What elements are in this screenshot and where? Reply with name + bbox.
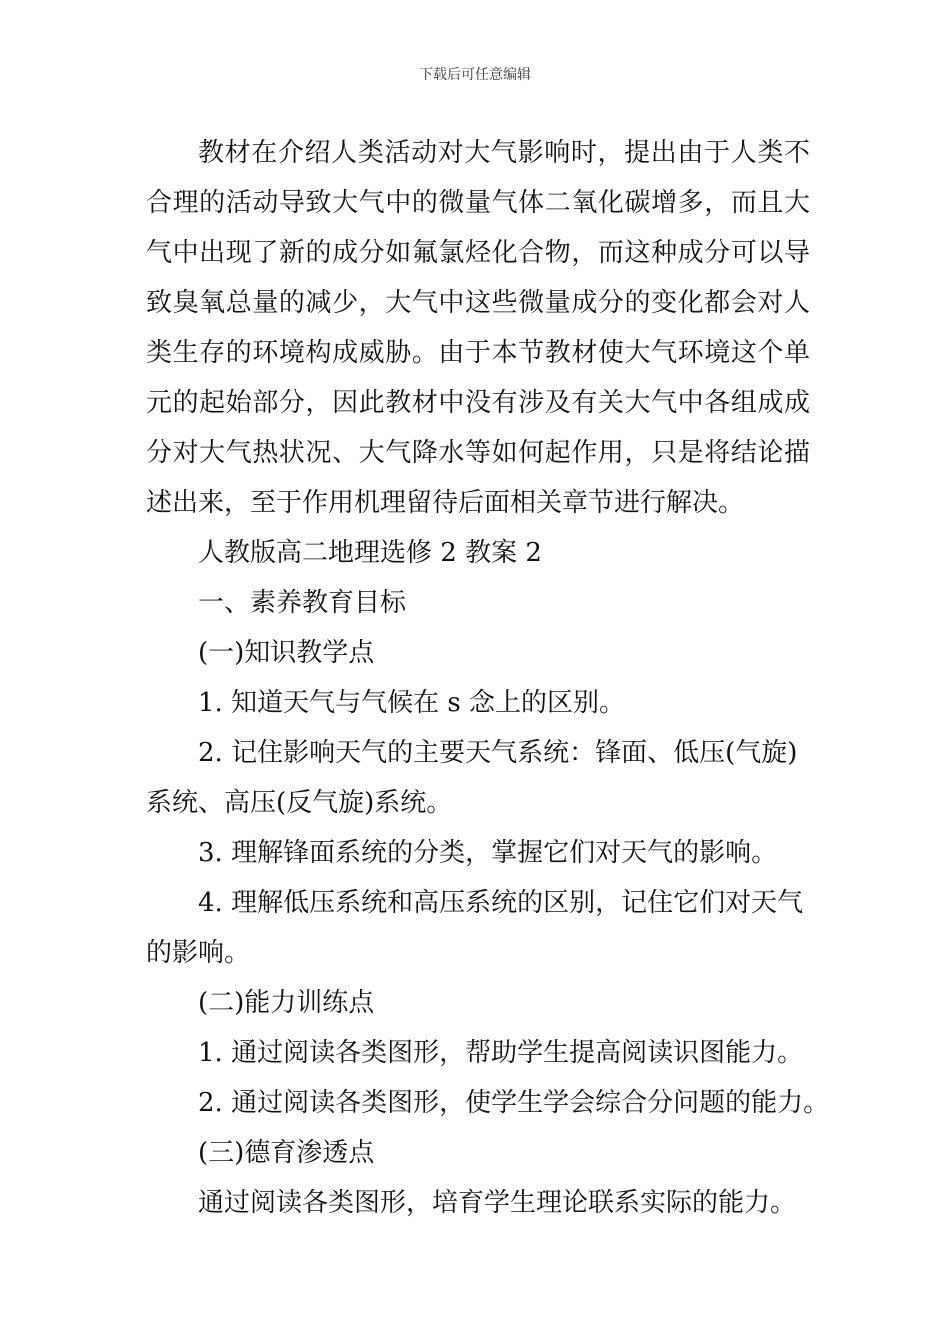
- moral-item-1: 通过阅读各类图形，培育学生理论联系实际的能力。: [198, 1188, 797, 1218]
- page-header: 下载后可任意编辑: [419, 67, 531, 83]
- subsection-moral: (三)德育渗透点: [198, 1138, 375, 1168]
- knowledge-item-2: 2. 记住影响天气的主要天气系统：锋面、低压(气旋)系统、高压(反气旋)系统。: [146, 738, 798, 818]
- knowledge-item-1: 1. 知道天气与气候在 s 念上的区别。: [198, 688, 625, 718]
- lesson-title: 人教版高二地理选修 2 教案 2: [198, 538, 542, 568]
- ability-item-2: 2. 通过阅读各类图形，使学生学会综合分问题的能力。: [198, 1088, 830, 1118]
- ability-item-1: 1. 通过阅读各类图形，帮助学生提高阅读识图能力。: [198, 1038, 804, 1068]
- section-heading: 一、素养教育目标: [198, 588, 407, 618]
- subsection-knowledge: (一)知识教学点: [198, 638, 375, 668]
- knowledge-item-3: 3. 理解锋面系统的分类，掌握它们对天气的影响。: [198, 838, 778, 868]
- document-body: [146, 128, 830, 1228]
- subsection-ability: (二)能力训练点: [198, 988, 375, 1018]
- intro-paragraph: 教材在介绍人类活动对大气影响时，提出由于人类不合理的活动导致大气中的微量气体二氧化碳增多，而且大气中出现了新的成分如氟氯烃化合物，而这种成分可以导致臭氧总量的减少，大气中这些微量成分的变化都会对人类生存的环境构成威胁。由于本节教材使大气环境这个单元的起始部分，因此教材中没有涉及有关大气中各组成成分对大气热状况、大气降水等如何起作用，只是将结论描述出来，至于作用机理留待后面相关章节进行解决。: [146, 138, 810, 518]
- knowledge-item-4: 4. 理解低压系统和高压系统的区别，记住它们对天气的影响。: [146, 888, 804, 968]
